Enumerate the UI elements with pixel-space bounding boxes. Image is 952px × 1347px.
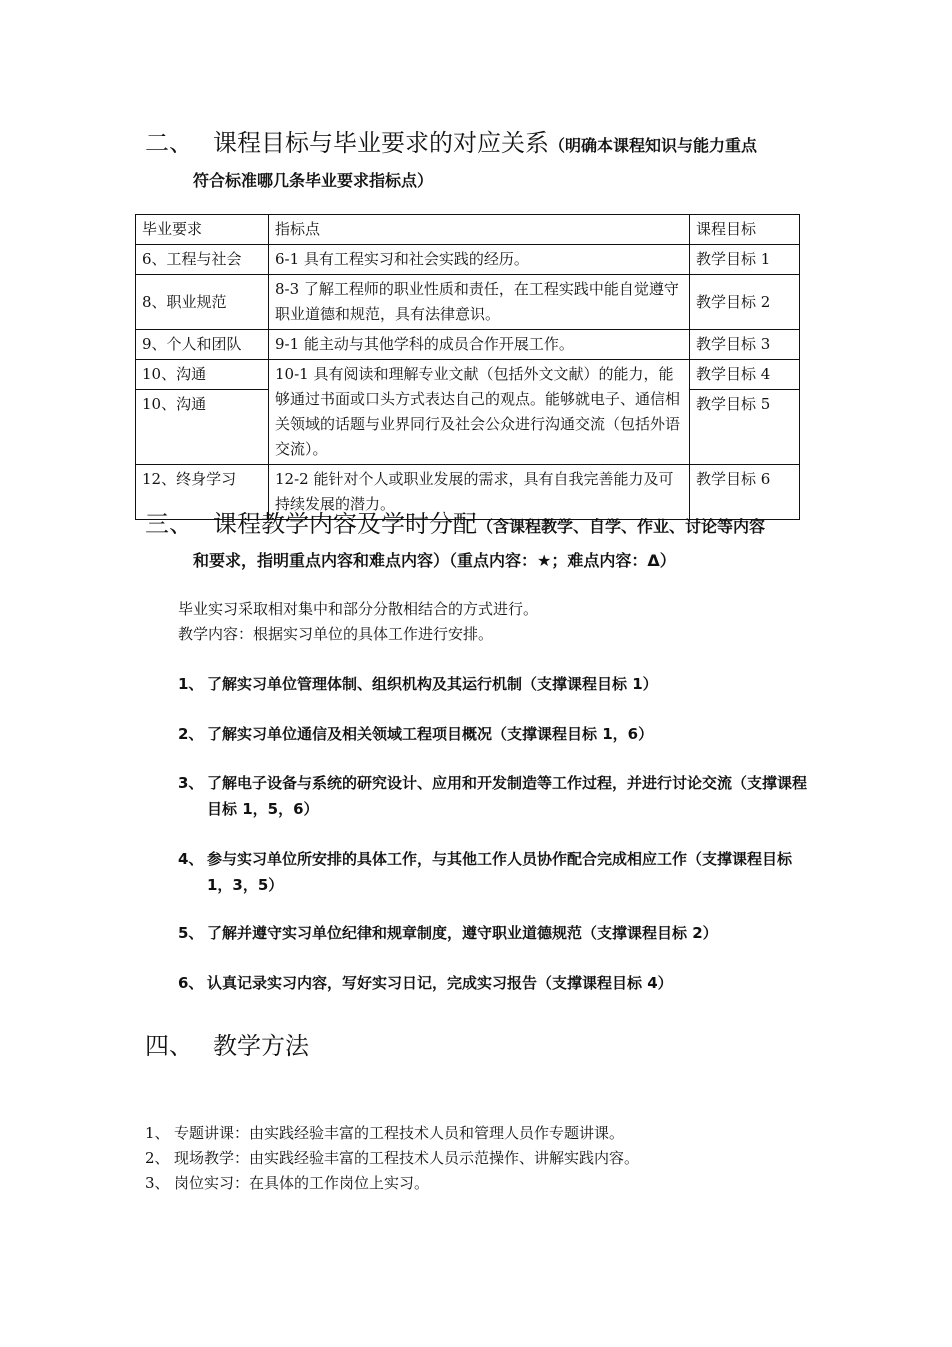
list-item — [178, 846, 818, 898]
section-2-number: 二、 — [145, 129, 193, 157]
item-number: 3、 — [178, 774, 204, 792]
item-text: 了解并遵守实习单位纪律和规章制度，遵守职业道德规范（支撑课程目标 2） — [207, 924, 718, 942]
item-text: 参与实习单位所安排的具体工作，与其他工作人员协作配合完成相应工作（支撑课程目标 1，3，5） — [207, 850, 793, 894]
table-row — [136, 245, 800, 275]
method-number: 3、 — [145, 1174, 170, 1192]
cell-requirement: 6、工程与社会 — [136, 245, 269, 275]
cell-indicator: 6-1 具有工程实习和社会实践的经历。 — [269, 245, 690, 275]
cell-requirement: 9、个人和团队 — [136, 330, 269, 360]
section-3-note: （含课程教学、自学、作业、讨论等内容 — [477, 517, 766, 536]
section-4-number: 四、 — [145, 1032, 193, 1060]
cell-requirement: 8、职业规范 — [136, 275, 269, 330]
item-number: 6、 — [178, 974, 204, 992]
cell-indicator: 9-1 能主动与其他学科的成员合作开展工作。 — [269, 330, 690, 360]
cell-indicator: 8-3 了解工程师的职业性质和责任，在工程实践中能自觉遵守职业道德和规范，具有法律意识。 — [269, 275, 690, 330]
method-text: 专题讲课：由实践经验丰富的工程技术人员和管理人员作专题讲课。 — [174, 1124, 625, 1142]
item-text: 了解电子设备与系统的研究设计、应用和开发制造等工作过程，并进行讨论交流（支撑课程目标 1，5，6） — [207, 774, 808, 818]
cell-requirement: 10、沟通 — [136, 390, 269, 465]
section-2-heading — [145, 128, 757, 161]
method-text: 岗位实习：在具体的工作岗位上实习。 — [174, 1174, 430, 1192]
intro-paragraph-2: 教学内容：根据实习单位的具体工作进行安排。 — [178, 625, 494, 643]
item-number: 5、 — [178, 924, 204, 942]
section-3-subtitle: 和要求，指明重点内容和难点内容）（重点内容：★；难点内容：Δ） — [193, 551, 676, 570]
method-text: 现场教学：由实践经验丰富的工程技术人员示范操作、讲解实践内容。 — [174, 1149, 640, 1167]
cell-requirement: 12、终身学习 — [136, 465, 269, 520]
method-number: 1、 — [145, 1124, 170, 1142]
list-item — [178, 721, 818, 747]
item-text: 了解实习单位通信及相关领域工程项目概况（支撑课程目标 1，6） — [207, 725, 654, 743]
list-item — [178, 920, 818, 946]
cell-goal: 教学目标 5 — [690, 390, 800, 465]
header-course-goal: 课程目标 — [690, 215, 800, 245]
table-row — [136, 275, 800, 330]
list-item — [178, 970, 818, 996]
item-text: 认真记录实习内容，写好实习日记，完成实习报告（支撑课程目标 4） — [207, 974, 673, 992]
section-3-number: 三、 — [145, 510, 193, 538]
method-number: 2、 — [145, 1149, 170, 1167]
table-row — [136, 360, 800, 390]
header-indicator: 指标点 — [269, 215, 690, 245]
item-number: 2、 — [178, 725, 204, 743]
table-header-row — [136, 215, 800, 245]
method-item — [145, 1146, 639, 1170]
item-number: 4、 — [178, 850, 204, 868]
cell-indicator-merged: 10-1 具有阅读和理解专业文献（包括外文文献）的能力，能够通过书面或口头方式表达自己的观点。能够就电子、通信相关领域的话题与业界同行及社会公众进行沟通交流（包括外语交流）。 — [269, 360, 690, 465]
table-row — [136, 330, 800, 360]
item-text: 了解实习单位管理体制、组织机构及其运行机制（支撑课程目标 1） — [207, 675, 658, 693]
section-2-note: （明确本课程知识与能力重点 — [549, 136, 758, 155]
intro-paragraph-1: 毕业实习采取相对集中和部分分散相结合的方式进行。 — [178, 600, 539, 618]
cell-goal: 教学目标 4 — [690, 360, 800, 390]
header-requirement: 毕业要求 — [136, 215, 269, 245]
cell-indicator: 12-2 能针对个人或职业发展的需求，具有自我完善能力及可持续发展的潜力。 — [269, 465, 690, 520]
method-item — [145, 1121, 624, 1145]
cell-goal: 教学目标 3 — [690, 330, 800, 360]
section-3-heading — [145, 509, 765, 542]
requirements-table — [135, 214, 800, 520]
list-item — [178, 671, 818, 697]
section-2-title: 课程目标与毕业要求的对应关系 — [213, 129, 549, 157]
cell-goal: 教学目标 1 — [690, 245, 800, 275]
list-item — [178, 770, 818, 822]
section-2-subtitle: 符合标准哪几条毕业要求指标点） — [193, 171, 434, 190]
item-number: 1、 — [178, 675, 204, 693]
cell-goal: 教学目标 6 — [690, 465, 800, 520]
section-4-heading — [145, 1031, 309, 1061]
cell-requirement: 10、沟通 — [136, 360, 269, 390]
section-4-title: 教学方法 — [213, 1032, 309, 1060]
method-item — [145, 1171, 429, 1195]
section-3-title: 课程教学内容及学时分配 — [213, 510, 477, 538]
cell-goal: 教学目标 2 — [690, 275, 800, 330]
